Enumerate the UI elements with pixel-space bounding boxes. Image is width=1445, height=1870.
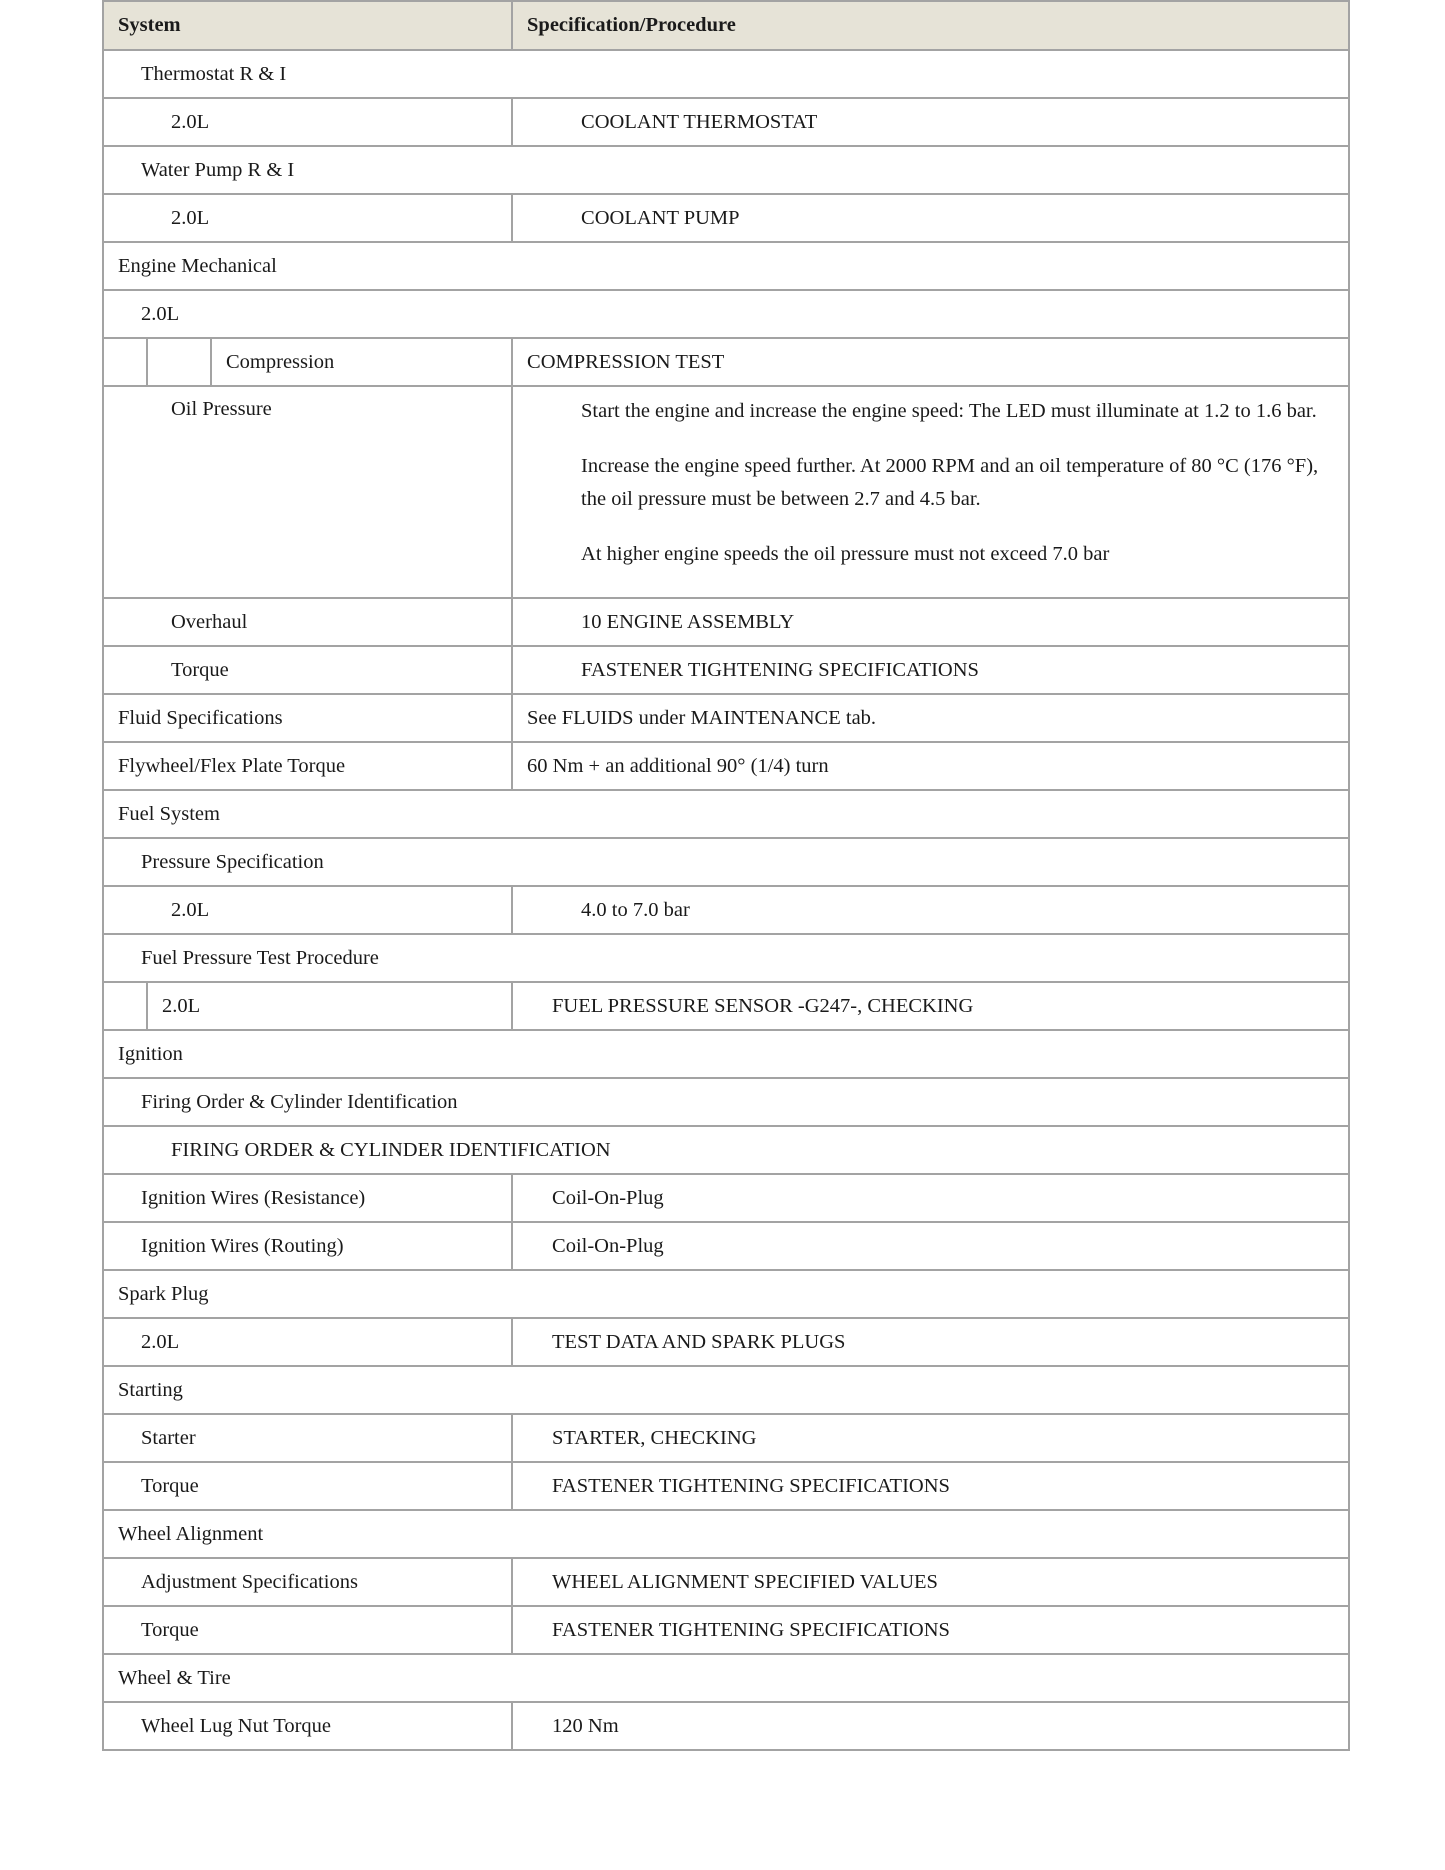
procedure-link[interactable]: COOLANT THERMOSTAT xyxy=(512,98,1349,146)
table-row xyxy=(103,1030,1349,1078)
procedure-link[interactable]: FIRING ORDER & CYLINDER IDENTIFICATION xyxy=(103,1126,1349,1174)
lug-nut-torque-value: 120 Nm xyxy=(512,1702,1349,1750)
procedure-link[interactable]: FUEL PRESSURE SENSOR -G247-, CHECKING xyxy=(512,982,1349,1030)
procedure-link[interactable]: FASTENER TIGHTENING SPECIFICATIONS xyxy=(512,1606,1349,1654)
engine-label: 2.0L xyxy=(103,98,512,146)
subsection-water-pump: Water Pump R & I xyxy=(103,146,1349,194)
section-fuel-system: Fuel System xyxy=(103,790,1349,838)
engine-label: 2.0L xyxy=(103,886,512,934)
fluid-specifications-label: Fluid Specifications xyxy=(103,694,512,742)
table-row xyxy=(103,242,1349,290)
table-row xyxy=(103,646,1349,694)
table-row xyxy=(103,1126,1349,1174)
procedure-link[interactable]: COMPRESSION TEST xyxy=(512,338,1349,386)
table-row xyxy=(103,598,1349,646)
torque-label: Torque xyxy=(103,1462,512,1510)
table-row xyxy=(103,50,1349,98)
table-row xyxy=(103,1366,1349,1414)
table-row xyxy=(103,790,1349,838)
table-row xyxy=(103,934,1349,982)
overhaul-label: Overhaul xyxy=(103,598,512,646)
section-ignition: Ignition xyxy=(103,1030,1349,1078)
engine-label: 2.0L xyxy=(103,194,512,242)
procedure-link[interactable]: COOLANT PUMP xyxy=(512,194,1349,242)
table-row xyxy=(103,194,1349,242)
section-wheel-tire: Wheel & Tire xyxy=(103,1654,1349,1702)
flywheel-torque-value: 60 Nm + an additional 90° (1/4) turn xyxy=(512,742,1349,790)
subsection-pressure-specification: Pressure Specification xyxy=(103,838,1349,886)
procedure-link[interactable]: 10 ENGINE ASSEMBLY xyxy=(512,598,1349,646)
table-row xyxy=(103,146,1349,194)
ignition-wires-routing-label: Ignition Wires (Routing) xyxy=(103,1222,512,1270)
procedure-link[interactable]: FASTENER TIGHTENING SPECIFICATIONS xyxy=(512,1462,1349,1510)
table-row xyxy=(103,982,1349,1030)
table-row xyxy=(103,386,1349,598)
table-row xyxy=(103,1174,1349,1222)
torque-label: Torque xyxy=(103,1606,512,1654)
table-row xyxy=(103,1558,1349,1606)
flywheel-torque-label: Flywheel/Flex Plate Torque xyxy=(103,742,512,790)
empty-cell xyxy=(147,338,211,386)
engine-label: 2.0L xyxy=(147,982,512,1030)
oil-pressure-paragraph: Increase the engine speed further. At 2000 RPM and an oil temperature of 80 °C (176 °F), the oil pressure must be between 2.7 and 4.5 bar. xyxy=(581,455,1319,510)
ignition-wires-resistance-label: Ignition Wires (Resistance) xyxy=(103,1174,512,1222)
subsection-fuel-pressure-test: Fuel Pressure Test Procedure xyxy=(103,934,1349,982)
starter-label: Starter xyxy=(103,1414,512,1462)
oil-pressure-spec xyxy=(512,386,1349,598)
procedure-link[interactable]: WHEEL ALIGNMENT SPECIFIED VALUES xyxy=(512,1558,1349,1606)
table-row xyxy=(103,98,1349,146)
table-row xyxy=(103,1270,1349,1318)
section-spark-plug: Spark Plug xyxy=(103,1270,1349,1318)
subsection-firing-order: Firing Order & Cylinder Identification xyxy=(103,1078,1349,1126)
table-row xyxy=(103,1606,1349,1654)
table-row xyxy=(103,694,1349,742)
table-row xyxy=(103,1318,1349,1366)
table-row xyxy=(103,1510,1349,1558)
table-row xyxy=(103,886,1349,934)
section-engine-mechanical: Engine Mechanical xyxy=(103,242,1349,290)
oil-pressure-label: Oil Pressure xyxy=(103,386,512,598)
table-row xyxy=(103,290,1349,338)
table-header xyxy=(103,1,1349,50)
table-row xyxy=(103,1702,1349,1750)
ignition-wires-routing-value: Coil-On-Plug xyxy=(512,1222,1349,1270)
specifications-table xyxy=(102,0,1350,1751)
empty-cell xyxy=(103,338,147,386)
system-column-header: System xyxy=(103,1,512,50)
section-starting: Starting xyxy=(103,1366,1349,1414)
pressure-value: 4.0 to 7.0 bar xyxy=(512,886,1349,934)
table-row xyxy=(103,1222,1349,1270)
empty-cell xyxy=(103,982,147,1030)
procedure-link[interactable]: TEST DATA AND SPARK PLUGS xyxy=(512,1318,1349,1366)
table-row xyxy=(103,742,1349,790)
engine-label: 2.0L xyxy=(103,290,1349,338)
adjustment-specifications-label: Adjustment Specifications xyxy=(103,1558,512,1606)
table-row xyxy=(103,1462,1349,1510)
subsection-thermostat: Thermostat R & I xyxy=(103,50,1349,98)
table-row xyxy=(103,1654,1349,1702)
compression-label: Compression xyxy=(211,338,512,386)
engine-label: 2.0L xyxy=(103,1318,512,1366)
lug-nut-torque-label: Wheel Lug Nut Torque xyxy=(103,1702,512,1750)
table-row xyxy=(103,838,1349,886)
table-row xyxy=(103,1078,1349,1126)
procedure-link[interactable]: STARTER, CHECKING xyxy=(512,1414,1349,1462)
procedure-link[interactable]: FASTENER TIGHTENING SPECIFICATIONS xyxy=(512,646,1349,694)
torque-label: Torque xyxy=(103,646,512,694)
table-row xyxy=(103,338,1349,386)
table-row xyxy=(103,1414,1349,1462)
oil-pressure-paragraph: At higher engine speeds the oil pressure must not exceed 7.0 bar xyxy=(581,543,1110,565)
spec-column-header: Specification/Procedure xyxy=(512,1,1349,50)
fluid-specifications-value: See FLUIDS under MAINTENANCE tab. xyxy=(512,694,1349,742)
section-wheel-alignment: Wheel Alignment xyxy=(103,1510,1349,1558)
oil-pressure-paragraph: Start the engine and increase the engine speed: The LED must illuminate at 1.2 to 1.6 bar. xyxy=(581,400,1317,422)
ignition-wires-resistance-value: Coil-On-Plug xyxy=(512,1174,1349,1222)
